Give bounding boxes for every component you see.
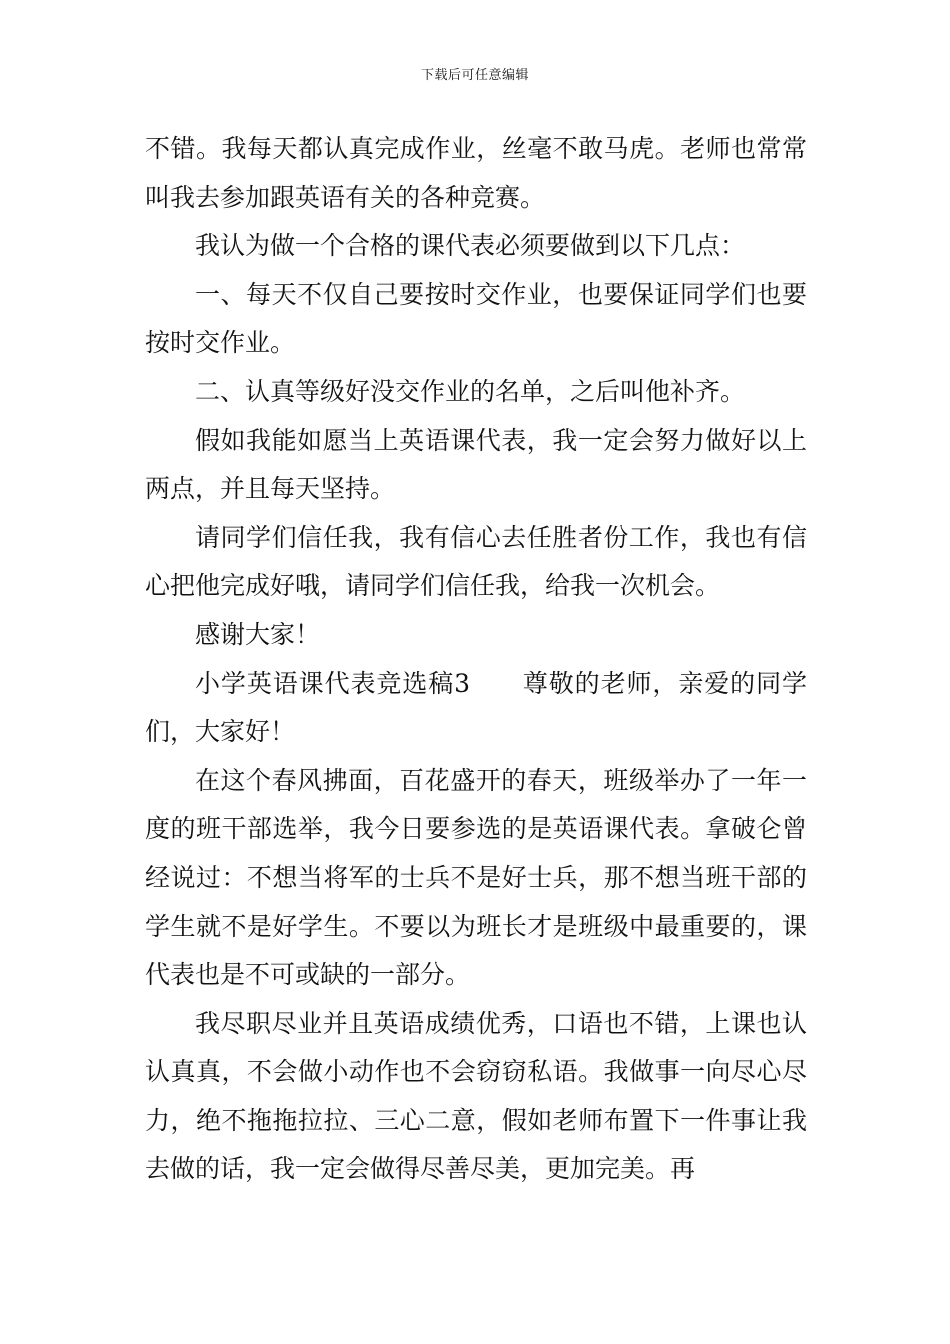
paragraph-continuation: 不错。我每天都认真完成作业，丝毫不敢马虎。老师也常常叫我去参加跟英语有关的各种竞赛。	[145, 134, 807, 212]
paragraph-qualities: 我尽职尽业并且英语成绩优秀，口语也不错，上课也认认真真，不会做小动作也不会窃窃私语。我做事一向尽心尽力，绝不拖拖拉拉、三心二意，假如老师布置下一件事让我去做的话，我一定会做得尽善尽美，更加完美。再	[145, 1008, 807, 1184]
paragraph-thanks: 感谢大家！	[195, 619, 321, 649]
paragraph-point-two: 二、认真等级好没交作业的名单，之后叫他补齐。	[195, 376, 746, 406]
page-header: 下载后可任意编辑	[420, 68, 529, 83]
paragraph-spring-election: 在这个春风拂面，百花盛开的春天，班级举办了一年一度的班干部选举，我今日要参选的是英语课代表。拿破仑曾经说过：不想当将军的士兵不是好士兵，那不想当班干部的学生就不是好学生。不要以为班长才是班级中最重要的，课代表也是不可或缺的一部分。	[145, 765, 807, 990]
paragraph-requirements-intro: 我认为做一个合格的课代表必须要做到以下几点：	[195, 231, 746, 261]
paragraph-speech-3-title: 小学英语课代表竞选稿3 尊敬的老师，亲爱的同学们，大家好！	[145, 668, 807, 747]
paragraph-promise: 假如我能如愿当上英语课代表，我一定会努力做好以上两点，并且每天坚持。	[145, 425, 807, 504]
paragraph-point-one: 一、每天不仅自己要按时交作业，也要保证同学们也要按时交作业。	[145, 279, 807, 358]
document-body	[145, 125, 807, 1194]
paragraph-trust-request: 请同学们信任我，我有信心去任胜者份工作，我也有信心把他完成好哦，请同学们信任我，给我一次机会。	[145, 522, 807, 601]
